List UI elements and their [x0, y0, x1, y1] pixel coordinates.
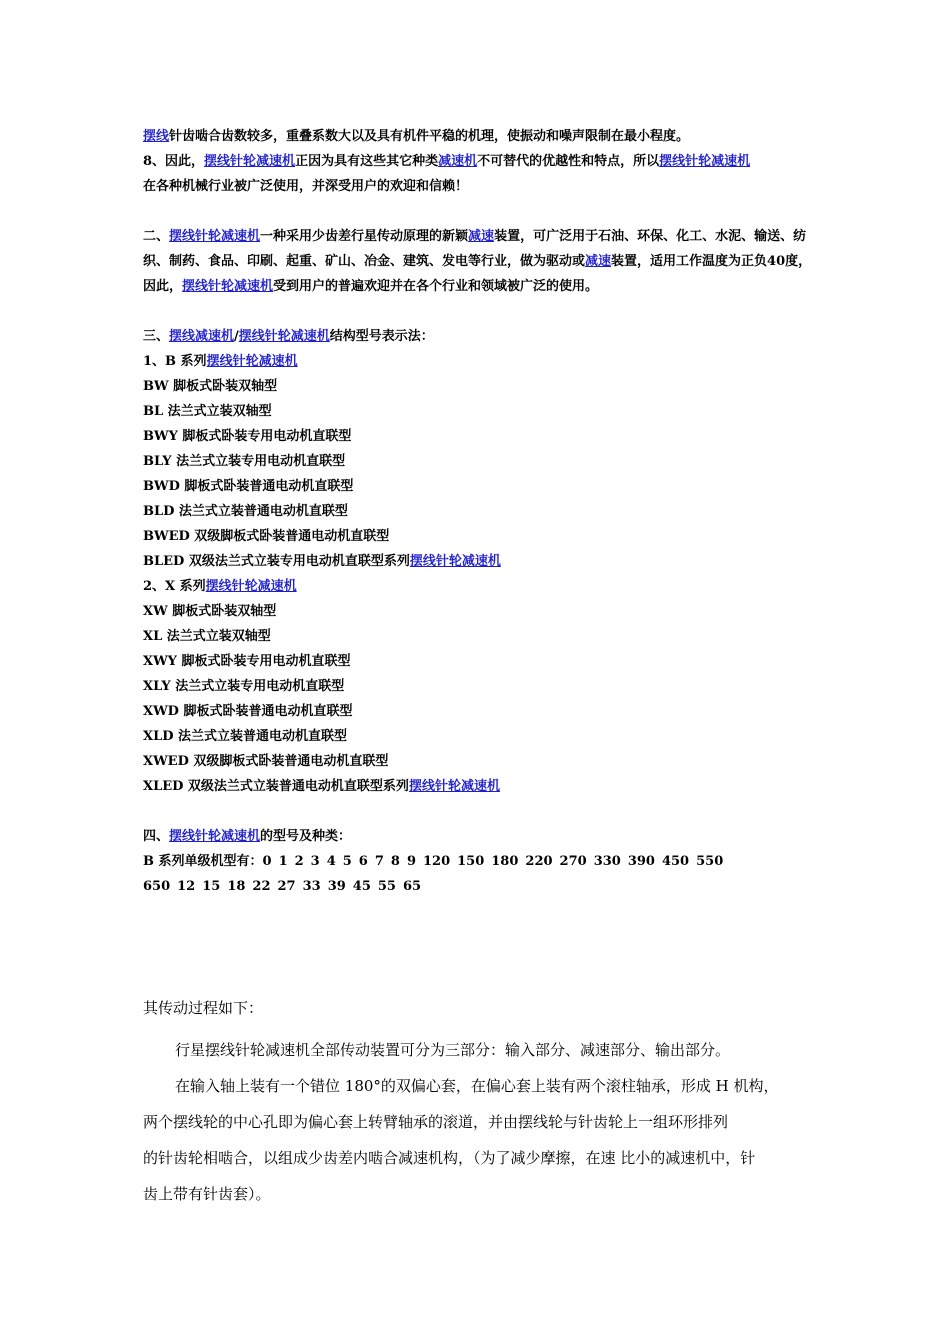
transmission-paragraph-2-line: 在输入轴上装有一个错位 180°的双偏心套，在偏心套上装有两个滚柱轴承，形成 H 机构， [175, 1077, 779, 1095]
list-item: BLD 法兰式立装普通电动机直联型 [143, 504, 348, 519]
model-number: 55 [377, 879, 396, 894]
reduction-link[interactable]: 减速 [585, 254, 612, 269]
model-number: 450 [661, 854, 690, 869]
reducer-link[interactable]: 摆线针轮减速机 [204, 154, 296, 169]
model-number: 150 [457, 854, 485, 869]
transmission-paragraph-2-line: 两个摆线轮的中心孔即为偏心套上转臂轴承的滚道，并由摆线轮与针齿轮上一组环形排列 [143, 1113, 729, 1131]
model-number: 550 [696, 854, 724, 869]
paragraph-line: 在各种机械行业被广泛使用，并深受用户的欢迎和信赖！ [143, 179, 469, 194]
transmission-section [143, 990, 823, 1212]
transmission-paragraph-2-line: 的针齿轮相啮合，以组成少齿差内啮合减速机构，（为了减少摩擦，在速 比小的减速机中，针 [143, 1149, 756, 1167]
transmission-paragraph-2-line: 齿上带有针齿套）。 [143, 1185, 271, 1203]
reducer-link[interactable]: 摆线针轮减速机 [409, 554, 501, 569]
reducer-link[interactable]: 摆线减速机 [169, 329, 235, 344]
model-number: 7 [374, 854, 384, 869]
model-number: 65 [402, 879, 422, 894]
model-number: 39 [327, 879, 346, 894]
model-number: 390 [627, 854, 655, 869]
model-number: 15 [202, 879, 221, 894]
list-item: XLY 法兰式立装专用电动机直联型 [143, 679, 345, 694]
list-item: XL 法兰式立装双轴型 [143, 629, 271, 644]
model-number: 120 [422, 854, 451, 869]
reducer-link[interactable]: 摆线针轮减速机 [659, 154, 751, 169]
list-item: BWED 双级脚板式卧装普通电动机直联型 [143, 529, 390, 544]
section-four-heading: 四、摆线针轮减速机的型号及种类： [143, 829, 352, 844]
cycloid-link[interactable]: 摆线 [143, 129, 170, 144]
model-number: 180 [491, 854, 519, 869]
model-list-row-2 [143, 874, 823, 899]
model-number: 330 [593, 854, 621, 869]
model-number: 220 [525, 854, 553, 869]
list-item: XW 脚板式卧装双轴型 [143, 604, 277, 619]
reducer-link[interactable]: 摆线针轮减速机 [169, 829, 261, 844]
model-number: 33 [302, 879, 321, 894]
model-number: 5 [342, 854, 352, 869]
list-item: XLD 法兰式立装普通电动机直联型 [143, 729, 348, 744]
list-item: BW 脚板式卧装双轴型 [143, 379, 278, 394]
reducer-link[interactable]: 减速机 [438, 154, 478, 169]
reducer-link[interactable]: 摆线针轮减速机 [182, 279, 274, 294]
list-item: BWY 脚板式卧装专用电动机直联型 [143, 429, 352, 444]
reducer-link[interactable]: 摆线针轮减速机 [206, 354, 298, 369]
section-three-heading: 三、摆线减速机/摆线针轮减速机结构型号表示法： [143, 329, 434, 344]
document-body [143, 124, 823, 899]
list-item: BWD 脚板式卧装普通电动机直联型 [143, 479, 354, 494]
model-number: 27 [277, 879, 296, 894]
list-item: XLED 双级法兰式立装普通电动机直联型系列摆线针轮减速机 [143, 779, 500, 794]
model-number: 4 [326, 854, 336, 869]
reduction-link[interactable]: 减速 [468, 229, 495, 244]
paragraph-line: 8、因此，摆线针轮减速机正因为具有这些其它种类减速机不可替代的优越性和特点，所以摆线针轮减速机 [143, 154, 751, 169]
reducer-link[interactable]: 摆线针轮减速机 [205, 579, 297, 594]
model-number: 0 [262, 854, 272, 869]
model-number: 22 [252, 879, 271, 894]
list-item: XWD 脚板式卧装普通电动机直联型 [143, 704, 353, 719]
list-item: BLED 双级法兰式立装专用电动机直联型系列摆线针轮减速机 [143, 554, 501, 569]
reducer-link[interactable]: 摆线针轮减速机 [408, 779, 500, 794]
list-item: XWY 脚板式卧装专用电动机直联型 [143, 654, 351, 669]
model-number: 45 [352, 879, 371, 894]
list-item: BLY 法兰式立装专用电动机直联型 [143, 454, 346, 469]
model-number: 650 [143, 879, 171, 894]
model-number: 12 [177, 879, 196, 894]
model-number: 2 [294, 854, 304, 869]
model-number: 8 [390, 854, 400, 869]
transmission-paragraph-1: 行星摆线针轮减速机全部传动装置可分为三部分：输入部分、减速部分、输出部分。 [175, 1041, 731, 1059]
reducer-link[interactable]: 摆线针轮减速机 [238, 329, 330, 344]
model-list-row-1: B 系列单级机型有：0 1 2 3 4 5 6 7 8 9 120 150 180 220 270 330 390 450 550 [143, 854, 724, 869]
list-item: XWED 双级脚板式卧装普通电动机直联型 [143, 754, 389, 769]
transmission-heading: 其传动过程如下： [143, 999, 264, 1017]
section-two-paragraph: 二、摆线针轮减速机一种采用少齿差行星传动原理的新颖减速装置，可广泛用于石油、环保、化工、水泥、输送、纺织、制药、食品、印刷、起重、矿山、冶金、建筑、发电等行业，做为驱动或减速装置，适用工作温度为正负40度，因此，摆线针轮减速机受到用户的普遍欢迎并在各个行业和领域被广泛的使用。 [143, 229, 812, 294]
model-number: 9 [406, 854, 416, 869]
x-series-heading: 2、X 系列摆线针轮减速机 [143, 579, 297, 594]
model-number: 1 [278, 854, 288, 869]
model-number: 270 [559, 854, 587, 869]
b-series-heading: 1、B 系列摆线针轮减速机 [143, 354, 298, 369]
model-number: 6 [358, 854, 368, 869]
model-number: 3 [310, 854, 320, 869]
list-item: BL 法兰式立装双轴型 [143, 404, 272, 419]
reducer-link[interactable]: 摆线针轮减速机 [169, 229, 261, 244]
paragraph-line: 摆线针齿啮合齿数较多，重叠系数大以及具有机件平稳的机理，使振动和噪声限制在最小程度。 [143, 129, 690, 144]
model-number: 18 [227, 879, 246, 894]
